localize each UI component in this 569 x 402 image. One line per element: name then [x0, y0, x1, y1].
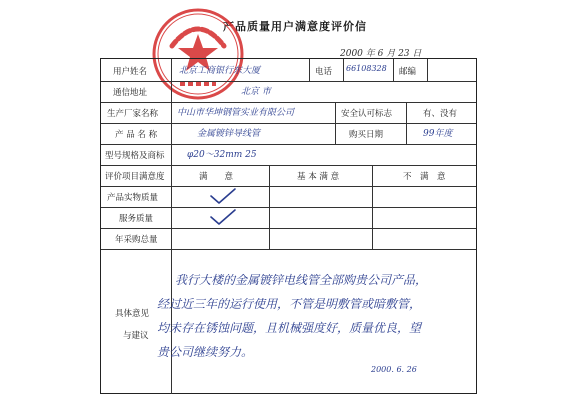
page-title: 产品质量用户满意度评价信	[223, 20, 367, 33]
service-quality-label: 服务质量	[119, 214, 154, 224]
purchase-date-label: 购买日期	[349, 130, 384, 140]
evaluation-item-label: 评价项目满意度	[105, 172, 165, 182]
product-name-label: 产 品 名 称	[115, 130, 158, 140]
unsatisfied-header: 不 满 意	[403, 172, 446, 182]
opinion-line: 贵公司继续努力。	[157, 345, 254, 359]
model-label: 型号规格及商标	[105, 151, 165, 161]
opinion-label-line1: 具体意见	[115, 309, 150, 319]
product-name-value: 金属镀锌导线管	[197, 129, 261, 139]
opinion-line: 均未存在锈蚀问题，且机械强度好，质量优良，望	[157, 321, 422, 335]
manufacturer-label: 生产厂家名称	[107, 109, 159, 119]
annual-purchase-label: 年采购总量	[115, 235, 158, 245]
manufacturer-value: 中山市华坤钢管实业有限公司	[177, 108, 295, 118]
postcode-label: 邮编	[399, 67, 417, 77]
service-quality-check-icon	[209, 208, 237, 226]
purchase-date-value: 99年度	[423, 129, 453, 139]
user-name-label: 用户姓名	[113, 67, 148, 77]
opinion-line: 我行大楼的金属镀锌电线管全部购贵公司产品，	[175, 273, 428, 287]
safety-cert-value: 有、没有	[423, 109, 458, 119]
form-date: 2000 年 6 月 23 日	[340, 49, 422, 59]
opinion-label-line2: 与建议	[123, 331, 149, 341]
model-value: φ20～32mm 25	[187, 150, 257, 160]
phone-value: 66108328	[346, 64, 387, 73]
evaluation-form	[100, 58, 477, 394]
satisfied-header: 满 意	[199, 172, 234, 182]
safety-cert-label: 安全认可标志	[341, 109, 393, 119]
product-quality-label: 产品实物质量	[107, 193, 159, 203]
product-quality-check-icon	[209, 187, 237, 205]
basic-satisfied-header: 基 本 满 意	[297, 172, 340, 182]
user-name-value: 北京工商银行东大厦	[179, 66, 261, 76]
phone-label: 电话	[315, 67, 333, 77]
opinion-date: 2000. 6. 26	[371, 365, 417, 374]
opinion-line: 经过近三年的运行使用，不管是明敷管或暗敷管，	[157, 297, 422, 311]
address-label: 通信地址	[113, 88, 148, 98]
address-value: 北京 市	[241, 87, 271, 97]
